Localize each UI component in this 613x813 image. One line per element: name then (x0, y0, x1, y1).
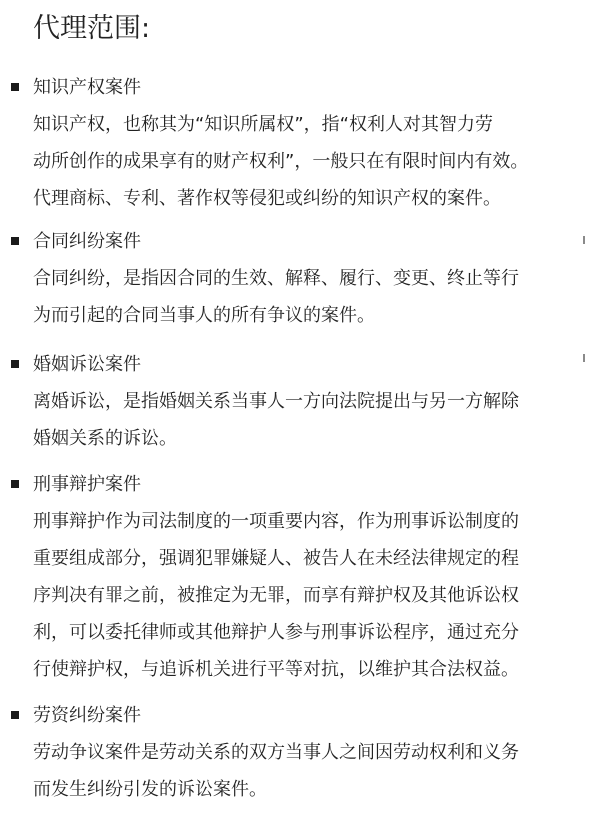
body-line: 婚姻关系的诉讼。 (33, 428, 177, 449)
section-heading: 知识产权案件 (33, 77, 141, 98)
section-heading: 婚姻诉讼案件 (33, 354, 141, 375)
body-line: 序判决有罪之前，被推定为无罪，而享有辩护权及其他诉讼权 (33, 585, 519, 606)
body-line: 行使辩护权，与追诉机关进行平等对抗，以维护其合法权益。 (33, 659, 519, 680)
scan-artifact (583, 236, 585, 244)
body-line: 利，可以委托律师或其他辩护人参与刑事诉讼程序，通过充分 (33, 622, 519, 643)
section-body (33, 383, 613, 457)
section-heading: 合同纠纷案件 (33, 231, 141, 252)
body-line: 代理商标、专利、著作权等侵犯或纠纷的知识产权的案件。 (33, 188, 501, 209)
body-line: 动所创作的成果享有的财产权利”，一般只在有限时间内有效。 (33, 151, 529, 172)
bullet-icon (11, 237, 19, 245)
bullet-icon (11, 360, 19, 368)
body-line: 知识产权，也称其为“知识所属权”，指“权利人对其智力劳 (33, 114, 493, 135)
section-body (33, 503, 613, 688)
section-body (33, 734, 613, 808)
body-line: 离婚诉讼，是指婚姻关系当事人一方向法院提出与另一方解除 (33, 391, 519, 412)
body-line: 而发生纠纷引发的诉讼案件。 (33, 779, 267, 800)
section-heading: 刑事辩护案件 (33, 474, 141, 495)
bullet-icon (11, 480, 19, 488)
section-body (33, 260, 613, 334)
section-body (33, 106, 613, 217)
bullet-icon (11, 83, 19, 91)
page-title: 代理范围: (33, 13, 151, 44)
body-line: 合同纠纷，是指因合同的生效、解释、履行、变更、终止等行 (33, 268, 519, 289)
bullet-icon (11, 711, 19, 719)
section-heading: 劳资纠纷案件 (33, 705, 141, 726)
scan-artifact (583, 354, 585, 362)
body-line: 为而引起的合同当事人的所有争议的案件。 (33, 305, 375, 326)
body-line: 重要组成部分，强调犯罪嫌疑人、被告人在未经法律规定的程 (33, 548, 519, 569)
body-line: 刑事辩护作为司法制度的一项重要内容，作为刑事诉讼制度的 (33, 511, 519, 532)
body-line: 劳动争议案件是劳动关系的双方当事人之间因劳动权利和义务 (33, 742, 519, 763)
